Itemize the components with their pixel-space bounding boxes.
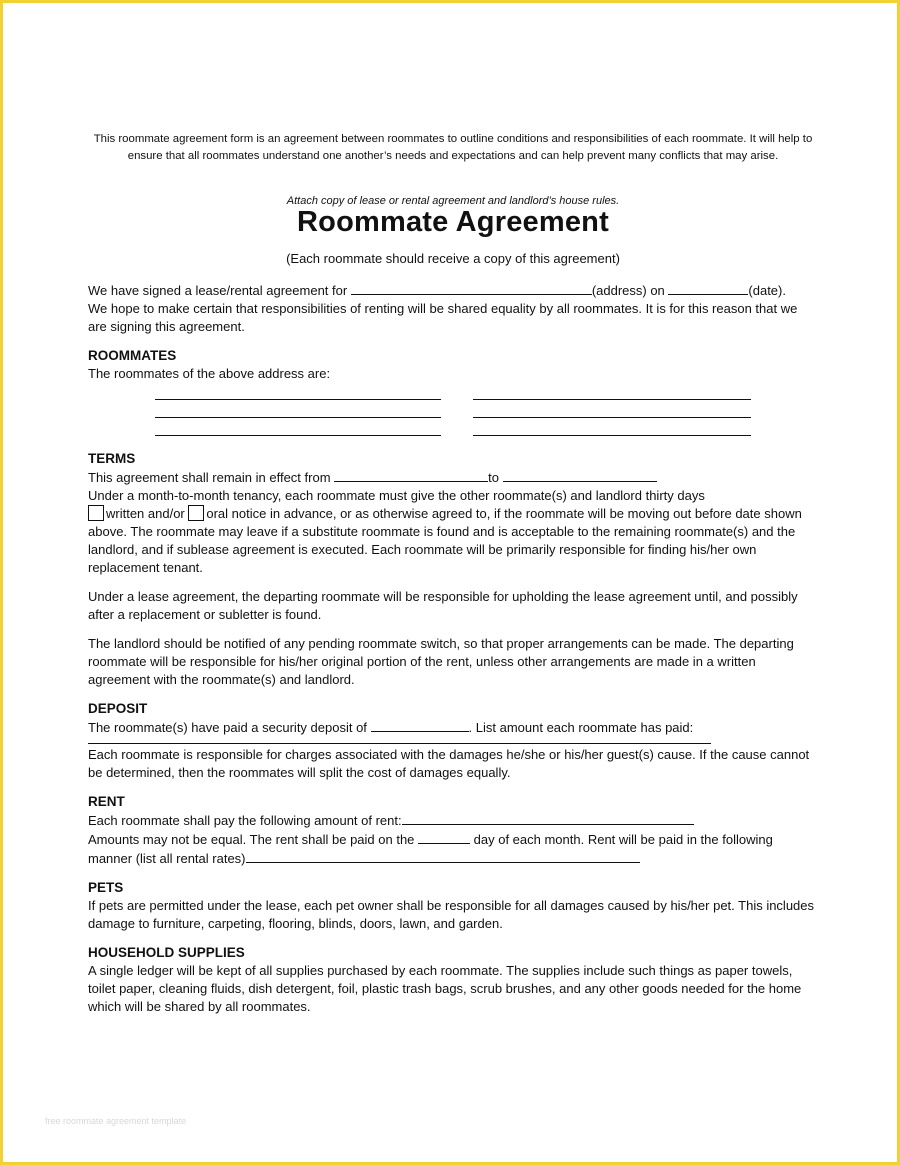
attach-note: Attach copy of lease or rental agreement and landlord’s house rules. [286,195,620,207]
rent-heading: RENT [88,794,125,809]
opening-text-c: (date). [748,283,786,298]
deposit-amount-blank[interactable] [371,718,469,732]
roommates-heading: ROOMMATES [88,348,177,363]
terms-effect-text-b: to [488,470,503,485]
address-blank[interactable] [351,281,592,295]
page-title: Roommate Agreement [297,206,609,238]
pets-paragraph: If pets are permitted under the lease, each pet owner shall be responsible for all damages caused by his/her pet. This includes damage to furniture, carpeting, flooring, blinds, doors, lawn, and garden. [88,898,815,931]
terms-landlord-paragraph: The landlord should be notified of any pending roommate switch, so that proper arrangements can be made. The departing roommate will be responsible for his/her original portion of the rent, unless other arrangements are made in a written agreement with the roommate(s) and landlord. [88,636,794,687]
terms-heading: TERMS [88,451,136,466]
written-notice-checkbox[interactable] [88,505,104,521]
opening-line [88,281,818,300]
rent-schedule-text-a: Amounts may not be equal. The rent shall be paid on the [88,832,419,847]
start-date-blank[interactable] [334,468,488,482]
supplies-paragraph: A single ledger will be kept of all supplies purchased by each roommate. The supplies include such things as paper towels, toilet paper, cleaning fluids, dish detergent, foil, plastic trash bags, scrub brushes, and any other goods needed for the home which will be shared by all roommates. [88,963,802,1014]
opening-text-a: We have signed a lease/rental agreement for [88,283,351,298]
agreement-body [88,281,818,1016]
supplies-heading: HOUSEHOLD SUPPLIES [88,945,245,960]
rent-schedule-text-b: day of each month. Rent will be paid in the following manner (list all rental rates) [88,832,773,866]
deposit-damages-paragraph: Each roommate is responsible for charges associated with the damages he/she or his/her guest(s) cause. If the cause cannot be determined, then the roommates will split the cost of damages equally. [88,747,810,780]
rent-amount-line [88,811,818,830]
watermark-text: free roommate agreement template [45,1116,187,1126]
written-notice-label: written and/or [106,506,189,521]
roommate-line-3[interactable] [155,417,441,418]
opening-text-b: (address) on [591,283,669,298]
terms-effect-line [88,468,818,487]
oral-notice-checkbox[interactable] [188,505,204,521]
document-page [3,3,897,1162]
terms-tenancy-line: Under a month-to-month tenancy, each roommate must give the other roommate(s) and landlord thirty days [88,488,705,503]
deposit-text-a: The roommate(s) have paid a security deposit of [88,720,371,735]
terms-notice-paragraph [88,505,818,577]
rent-day-blank[interactable] [418,830,470,844]
rental-rates-blank[interactable] [246,849,640,863]
roommate-line-6[interactable] [473,435,751,436]
rent-amount-text: Each roommate shall pay the following amount of rent: [88,813,402,828]
rent-amount-blank[interactable] [402,811,694,825]
roommate-line-5[interactable] [155,435,441,436]
terms-lease-paragraph: Under a lease agreement, the departing roommate will be responsible for upholding the lease agreement until, and possibly after a replacement or subletter is found. [88,589,798,622]
date-blank[interactable] [668,281,748,295]
roommates-text: The roommates of the above address are: [88,366,331,381]
roommate-line-4[interactable] [473,417,751,418]
pets-heading: PETS [88,880,124,895]
deposit-line [88,718,818,737]
end-date-blank[interactable] [503,468,657,482]
opening-paragraph: We hope to make certain that responsibilities of renting will be shared equality by all roommates. It is for this reason that we are signing this agreement. [88,301,798,334]
oral-notice-text: oral notice in advance, or as otherwise agreed to, if the roommate will be moving out before date shown above. The roommate may leave if a substitute roommate is found and is acceptable to the remaining roommate(s) and the landlord, and if sublease agreement is executed. Each roommate will be primarily responsible for finding his/her own replacement tenant. [88,506,802,575]
roommate-line-1[interactable] [155,399,441,400]
roommate-line-2[interactable] [473,399,751,400]
terms-effect-text-a: This agreement shall remain in effect from [88,470,335,485]
page-subtitle: (Each roommate should receive a copy of this agreement) [286,251,620,266]
deposit-amounts-line[interactable] [88,743,711,744]
roommate-name-lines [88,385,818,441]
rent-schedule-paragraph [88,830,818,868]
deposit-text-b: . List amount each roommate has paid: [468,720,694,735]
intro-paragraph: This roommate agreement form is an agreement between roommates to outline conditions and responsibilities of each roommate. It will help to ensure that all roommates understand one another’s needs and expectations and can help prevent many conflicts that may arise. [93,133,813,162]
deposit-heading: DEPOSIT [88,701,148,716]
